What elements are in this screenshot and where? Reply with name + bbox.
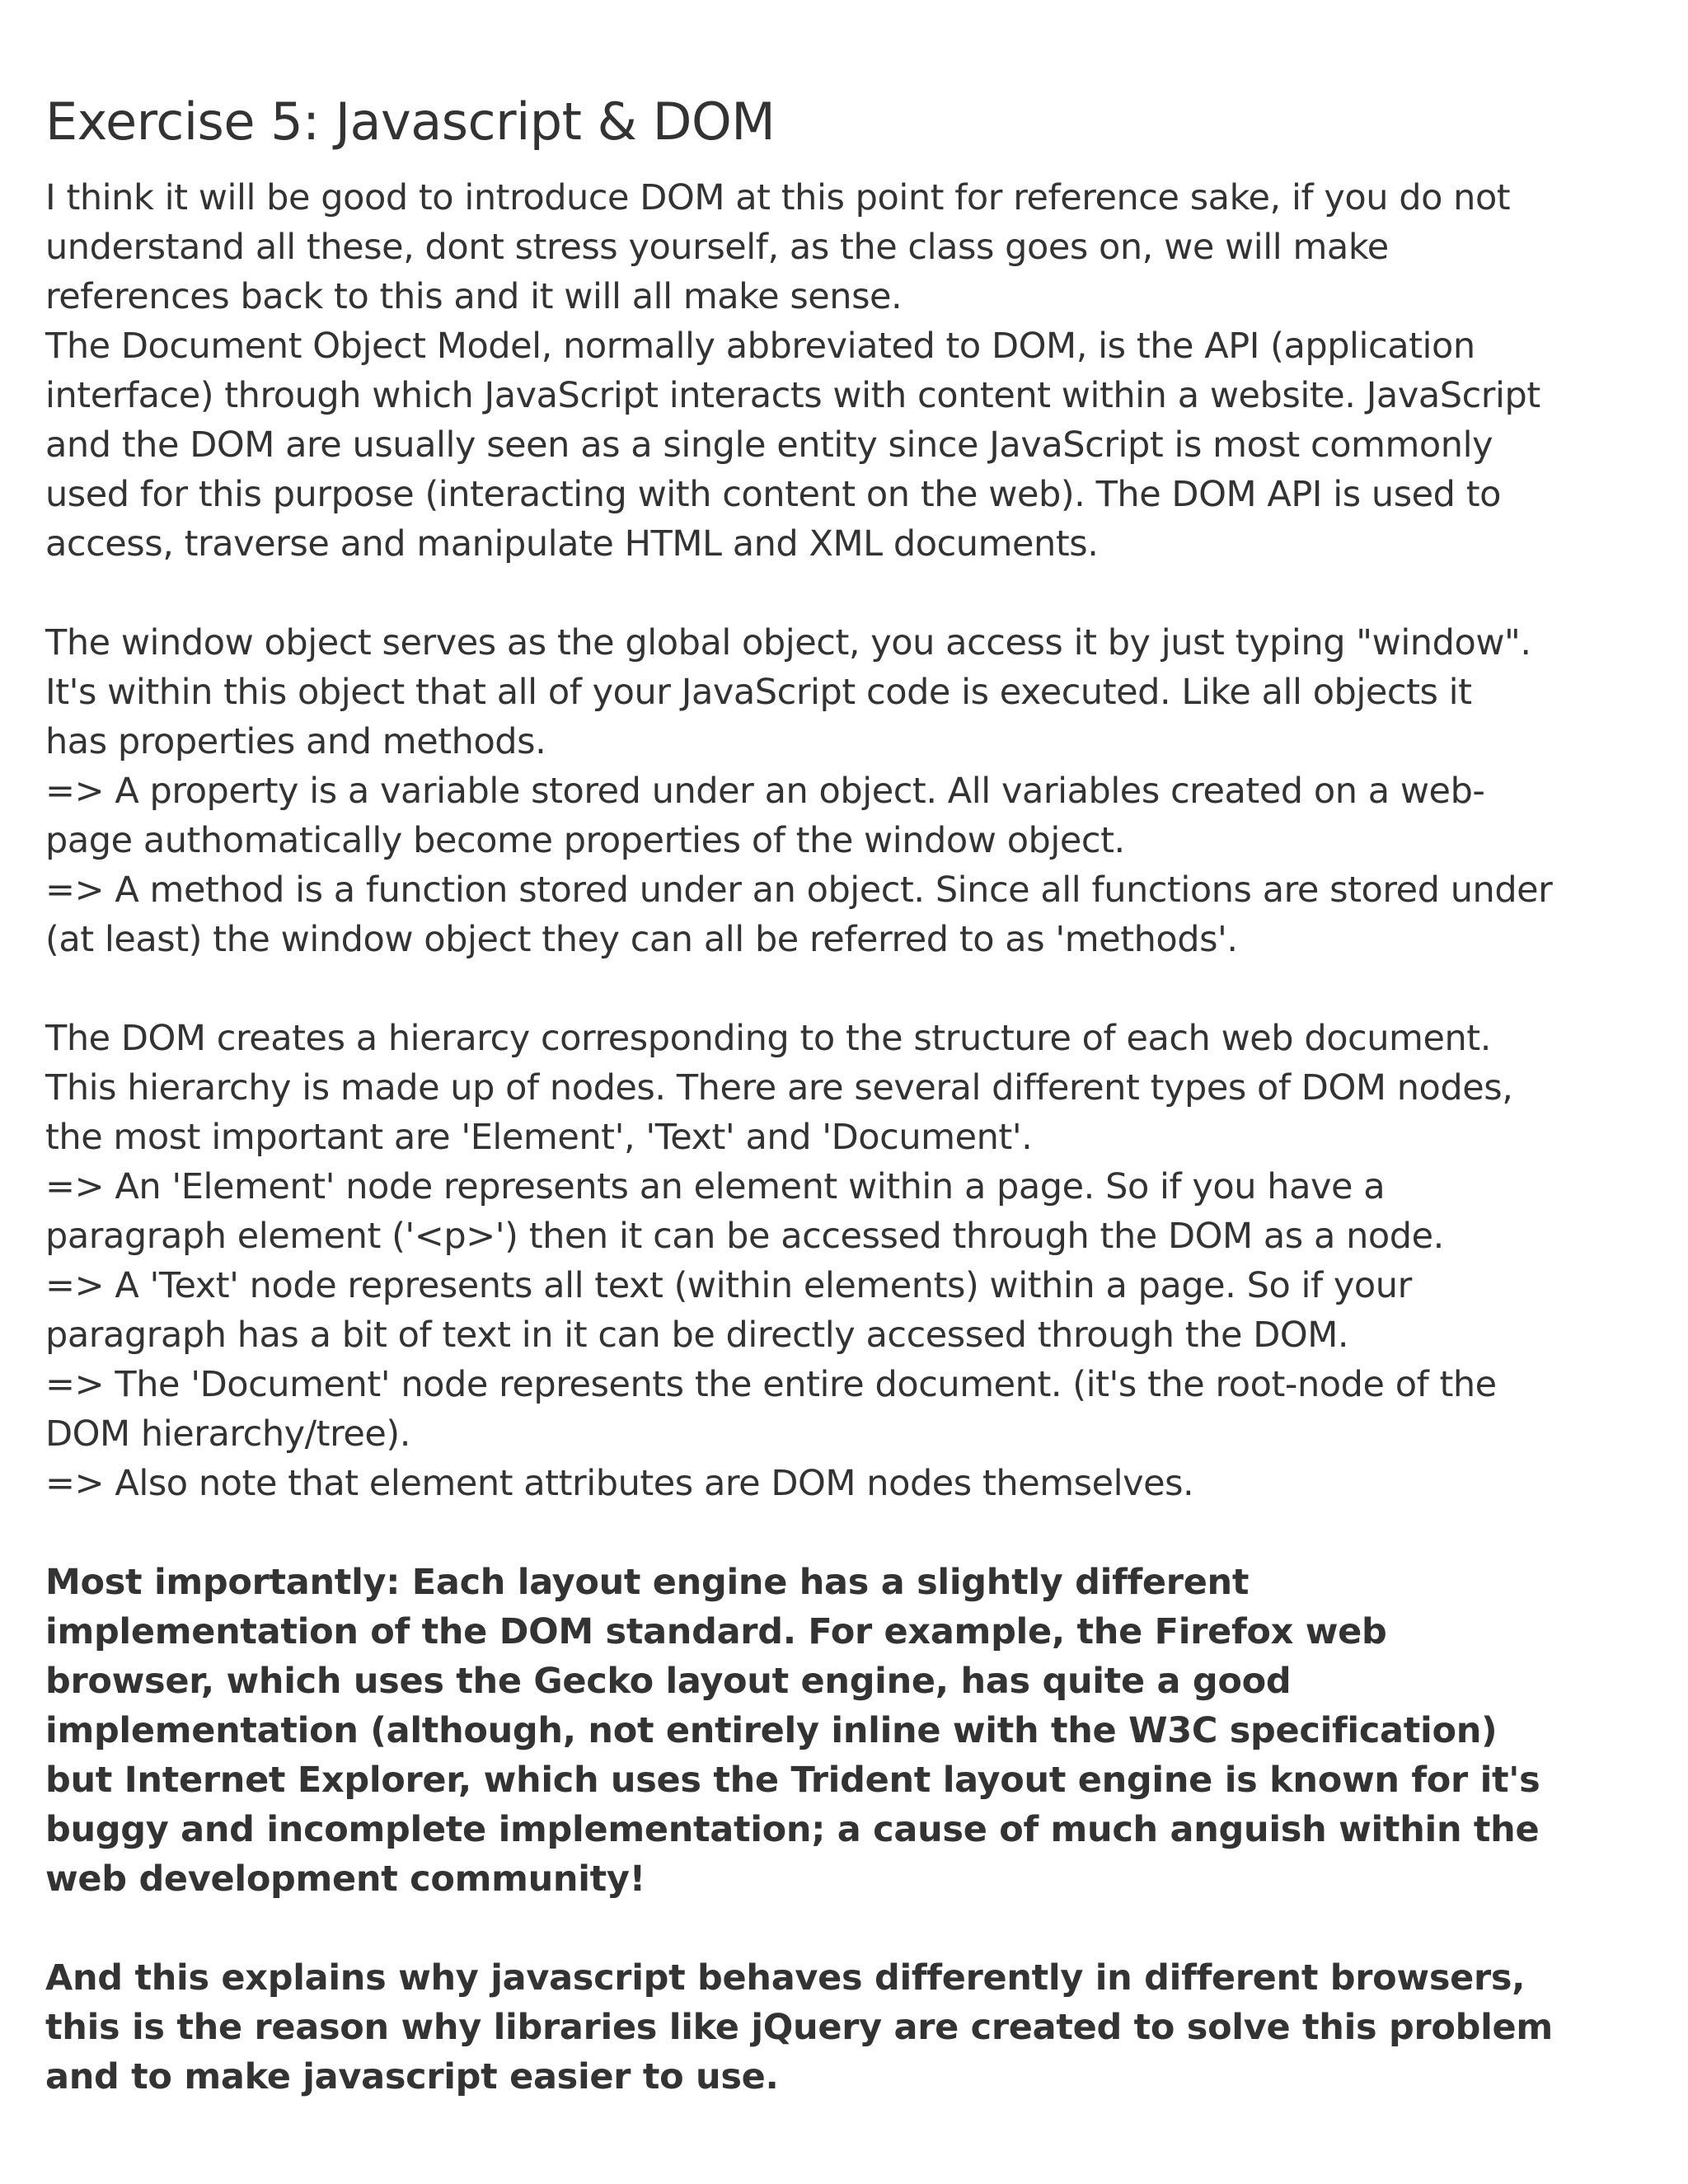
paragraph-spacer <box>45 1904 1661 1953</box>
text-line: implementation (although, not entirely inline with the W3C specification) <box>45 1710 1498 1751</box>
text-line: used for this purpose (interacting with content on the web). The DOM API is used to <box>45 474 1502 515</box>
text-line: This hierarchy is made up of nodes. There are several different types of DOM nodes, <box>45 1067 1513 1108</box>
text-line: And this explains why javascript behaves differently in different browsers, <box>45 1957 1526 1999</box>
text-line: has properties and methods. <box>45 721 546 762</box>
text-line: => A method is a function stored under an object. Since all functions are stored under <box>45 869 1553 911</box>
text-line: => An 'Element' node represents an element within a page. So if you have a <box>45 1166 1386 1207</box>
text-line: paragraph has a bit of text in it can be directly accessed through the DOM. <box>45 1315 1349 1356</box>
text-line: and to make javascript easier to use. <box>45 2056 779 2097</box>
document-page <box>45 89 1661 2102</box>
text-line: understand all these, dont stress yourself, as the class goes on, we will make <box>45 227 1389 268</box>
paragraph-spacer <box>45 569 1661 618</box>
text-line: browser, which uses the Gecko layout engine, has quite a good <box>45 1661 1292 1702</box>
text-line: DOM hierarchy/tree). <box>45 1413 410 1455</box>
text-line: The Document Object Model, normally abbreviated to DOM, is the API (application <box>45 326 1475 367</box>
text-line: The window object serves as the global object, you access it by just typing "window". <box>45 622 1531 663</box>
text-line: interface) through which JavaScript interacts with content within a website. JavaScript <box>45 375 1540 416</box>
text-line: access, traverse and manipulate HTML and XML documents. <box>45 523 1099 565</box>
text-line: but Internet Explorer, which uses the Trident layout engine is known for it's <box>45 1760 1540 1801</box>
text-line: => A 'Text' node represents all text (within elements) within a page. So if your <box>45 1265 1412 1306</box>
text-line: paragraph element ('<p>') then it can be accessed through the DOM as a node. <box>45 1216 1444 1257</box>
document-body <box>45 173 1661 2102</box>
bold-paragraph <box>45 1558 1661 1904</box>
paragraph <box>45 1014 1661 1508</box>
text-line: (at least) the window object they can all be referred to as 'methods'. <box>45 919 1238 960</box>
page-title: Exercise 5: Javascript & DOM <box>45 91 776 152</box>
text-line: I think it will be good to introduce DOM at this point for reference sake, if you do not <box>45 177 1511 218</box>
text-line: page authomatically become properties of the window object. <box>45 820 1125 861</box>
text-line: this is the reason why libraries like jQuery are created to solve this problem <box>45 2007 1553 2048</box>
paragraph <box>45 173 1661 569</box>
text-line: the most important are 'Element', 'Text' and 'Document'. <box>45 1117 1033 1158</box>
text-line: web development community! <box>45 1858 645 1900</box>
text-line: It's within this object that all of your JavaScript code is executed. Like all objects it <box>45 672 1472 713</box>
text-line: => A property is a variable stored under an object. All variables created on a web- <box>45 771 1485 812</box>
text-line: buggy and incomplete implementation; a cause of much anguish within the <box>45 1809 1540 1850</box>
text-line: The DOM creates a hierarcy corresponding to the structure of each web document. <box>45 1018 1491 1059</box>
paragraph-spacer <box>45 964 1661 1014</box>
bold-paragraph <box>45 1953 1661 2102</box>
text-line: and the DOM are usually seen as a single entity since JavaScript is most commonly <box>45 424 1493 466</box>
paragraph <box>45 618 1661 964</box>
text-line: references back to this and it will all make sense. <box>45 276 903 317</box>
text-line: => The 'Document' node represents the entire document. (it's the root-node of the <box>45 1364 1497 1405</box>
text-line: Most importantly: Each layout engine has a slightly different <box>45 1562 1250 1603</box>
text-line: implementation of the DOM standard. For example, the Firefox web <box>45 1611 1387 1652</box>
text-line: => Also note that element attributes are DOM nodes themselves. <box>45 1463 1194 1504</box>
paragraph-spacer <box>45 1508 1661 1558</box>
